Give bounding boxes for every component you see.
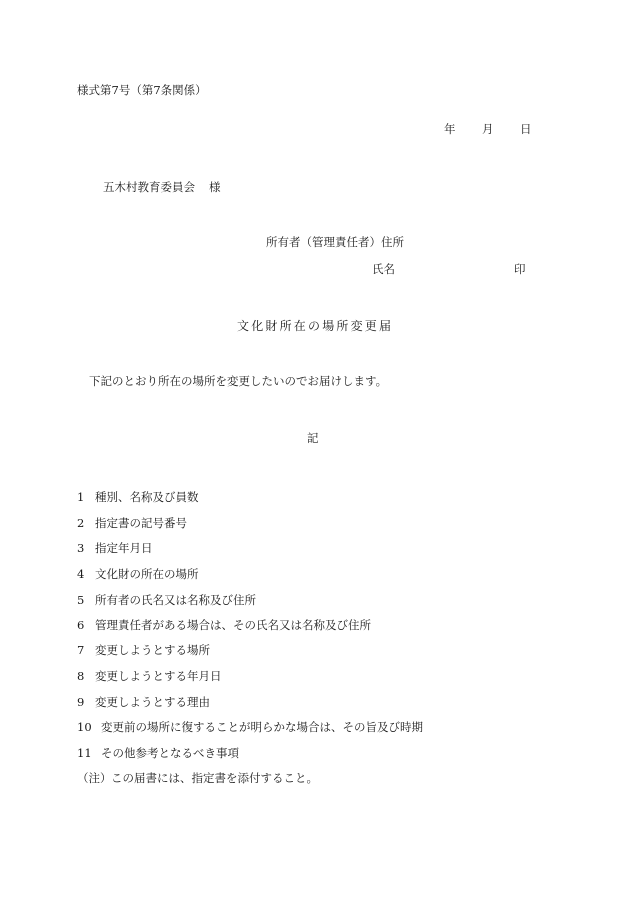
list-item [77,517,187,531]
addressee-honorific: 様 [209,180,221,194]
ki-heading: 記 [307,431,319,445]
list-item-text: 指定書の記号番号 [95,516,187,530]
list-item-number: 4 [77,567,85,581]
date-line [444,123,532,137]
list-item-text: 変更しようとする理由 [95,695,210,709]
list-item-text: 種別、名称及び員数 [95,490,199,504]
note-text: この届書には、指定書を添付すること。 [111,771,318,785]
list-item-number: 8 [77,669,85,683]
date-day-label: 日 [520,122,532,136]
document-title: 文化財所在の場所変更届 [237,319,394,333]
date-month-label: 月 [482,122,494,136]
list-item-number: 11 [77,746,92,760]
addressee-name: 五木村教育委員会 [103,180,195,194]
form-number: 様式第7号（第7条関係） [77,83,207,97]
list-item [77,491,199,505]
list-item-text: 指定年月日 [95,541,153,555]
list-item [77,721,423,735]
list-item-text: 文化財の所在の場所 [95,567,199,581]
addressee [103,181,221,195]
intro-text: 下記のとおり所在の場所を変更したいのでお届けします。 [89,374,388,388]
applicant-seal-mark: 印 [514,262,526,276]
list-item [77,542,153,556]
applicant-address-label: 所有者（管理責任者）住所 [266,235,404,249]
list-item-number: 7 [77,643,85,657]
list-item [77,644,210,658]
list-item [77,594,256,608]
list-item [77,747,239,761]
list-item-text: 変更しようとする年月日 [95,669,222,683]
list-item-text: 所有者の氏名又は名称及び住所 [95,593,256,607]
note-label: （注） [77,771,112,785]
date-year-label: 年 [444,122,456,136]
list-item-text: その他参考となるべき事項 [101,746,239,760]
list-item-number: 3 [77,541,85,555]
list-item-number: 5 [77,593,85,607]
list-item [77,568,199,582]
list-item-text: 変更前の場所に復することが明らかな場合は、その旨及び時期 [101,720,423,734]
list-item-number: 9 [77,695,85,709]
list-item [77,619,371,633]
list-item-number: 2 [77,516,85,530]
note [77,772,318,786]
list-item-number: 1 [77,490,85,504]
applicant-name-label: 氏名 [372,262,395,276]
list-item-text: 変更しようとする場所 [95,643,210,657]
list-item-text: 管理責任者がある場合は、その氏名又は名称及び住所 [95,618,371,632]
list-item [77,670,222,684]
list-item-number: 6 [77,618,85,632]
list-item-number: 10 [77,720,92,734]
list-item [77,696,210,710]
